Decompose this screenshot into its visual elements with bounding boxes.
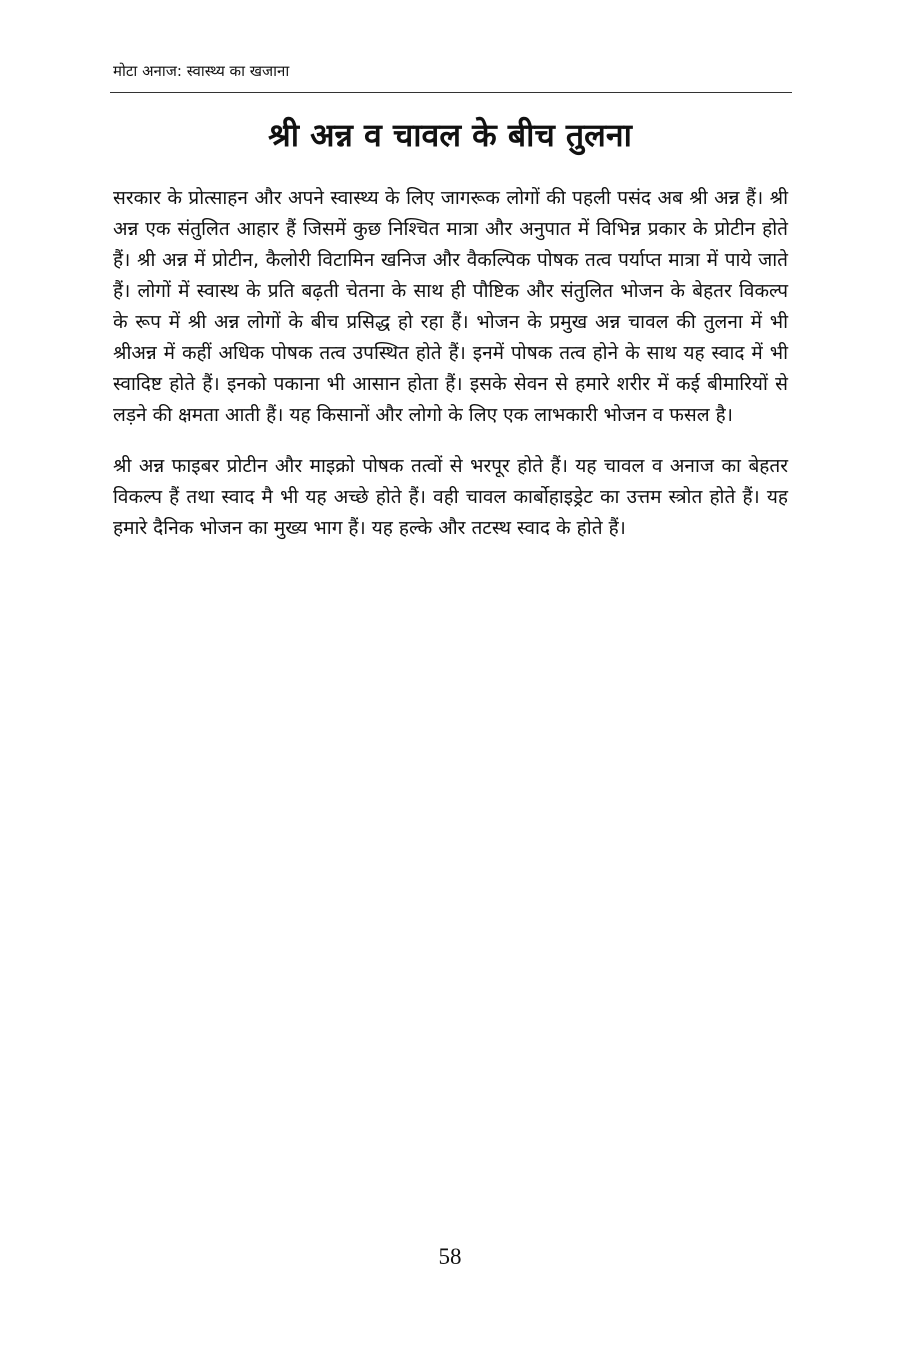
body-text: [113, 183, 788, 564]
header-divider: [110, 92, 792, 93]
paragraph: श्री अन्न फाइबर प्रोटीन और माइक्रो पोषक तत्वों से भरपूर होते हैं। यह चावल व अनाज का बेहतर विकल्प हैं तथा स्वाद मै भी यह अच्छे होते हैं। वही चावल कार्बोहाइड्रेट का उत्तम स्त्रोत होते हैं। यह हमारे दैनिक भोजन का मुख्य भाग हैं। यह हल्के और तटस्थ स्वाद के होते हैं।: [113, 455, 788, 539]
page-title: श्री अन्न व चावल के बीच तुलना: [268, 116, 632, 154]
page-number: 58: [438, 1244, 462, 1269]
paragraph: सरकार के प्रोत्साहन और अपने स्वास्थ्य के लिए जागरूक लोगों की पहली पसंद अब श्री अन्न हैं। श्री अन्न एक संतुलित आहार हैं जिसमें कुछ निश्चित मात्रा और अनुपात में विभिन्न प्रकार के प्रोटीन होते हैं। श्री अन्न में प्रोटीन, कैलोरी विटामिन खनिज और वैकल्पिक पोषक तत्व पर्याप्त मात्रा में पाये जाते हैं। लोगों में स्वास्थ के प्रति बढ़ती चेतना के साथ ही पौष्टिक और संतुलित भोजन के बेहतर विकल्प के रूप में श्री अन्न लोगों के बीच प्रसिद्ध हो रहा हैं। भोजन के प्रमुख अन्न चावल की तुलना में भी श्रीअन्न में कहीं अधिक पोषक तत्व उपस्थित होते हैं। इनमें पोषक तत्व होने के साथ यह स्वाद में भी स्वादिष्ट होते हैं। इनको पकाना भी आसान होता हैं। इसके सेवन से हमारे शरीर में कई बीमारियों से लड़ने की क्षमता आती हैं। यह किसानों और लोगो के लिए एक लाभकारी भोजन व फसल है।: [113, 187, 788, 426]
running-header: मोटा अनाज: स्वास्थ्य का खजाना: [113, 62, 290, 80]
